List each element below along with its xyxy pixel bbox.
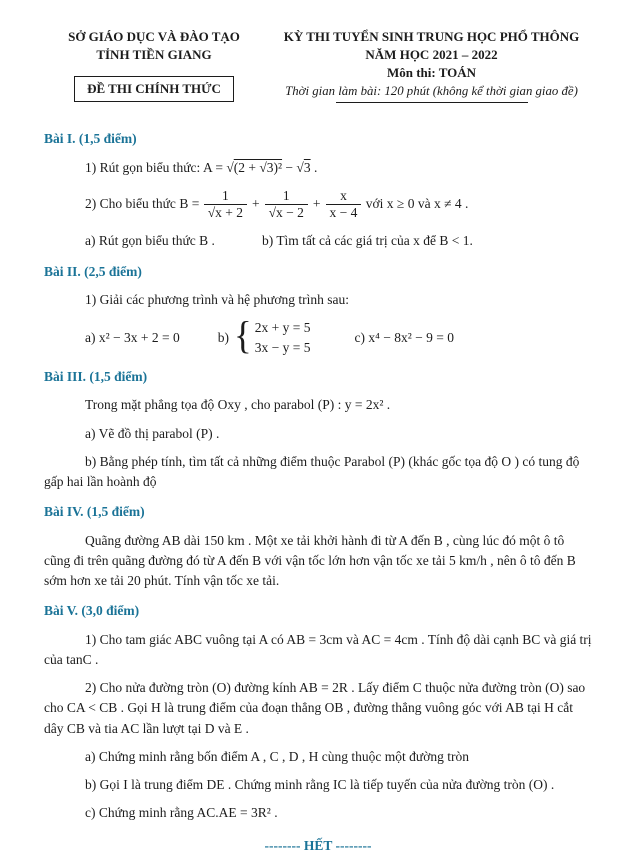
equation-c: c) x⁴ − 8x² − 9 = 0	[354, 329, 454, 345]
denominator: √x − 2	[265, 204, 308, 221]
radical-sign: √	[296, 159, 304, 175]
issuer-line-1: SỞ GIÁO DỤC VÀ ĐÀO TẠO	[68, 29, 240, 44]
radical-sign: √	[268, 205, 277, 221]
system-equations	[255, 318, 311, 357]
section-title: Bài I. (1,5 điểm)	[44, 131, 137, 147]
formula-condition: với x ≥ 0 và x ≠ 4 .	[362, 195, 469, 211]
section-bai-4	[44, 502, 592, 591]
question-label: 1) Rút gọn biểu thức:	[85, 159, 203, 175]
radicand: x	[276, 205, 283, 221]
question-5-a: a) Chứng minh rằng bốn điểm A , C , D , H cùng thuộc một đường tròn	[85, 748, 469, 764]
header-divider	[336, 102, 528, 103]
brace-icon: {	[234, 315, 252, 359]
question-5-b: b) Gọi I là trung điểm DE . Chứng minh rằng IC là tiếp tuyến của nửa đường tròn (O) .	[85, 777, 555, 793]
section-title: Bài V. (3,0 điểm)	[44, 603, 140, 619]
question-3-a: a) Vẽ đồ thị parabol (P) .	[85, 425, 220, 441]
system-equation-1: 2x + y = 5	[254, 320, 311, 336]
exam-title-block	[264, 28, 599, 103]
question-5-c: c) Chứng minh rằng AC.AE = 3R² .	[85, 805, 278, 821]
question-1-b: b) Tìm tất cả các giá trị của x để B < 1.	[261, 233, 473, 249]
fraction	[204, 188, 247, 221]
radicand: x	[215, 205, 222, 221]
numerator: x	[340, 187, 347, 203]
section-bai-1	[44, 129, 592, 251]
section-title: Bài III. (1,5 điểm)	[44, 369, 148, 385]
denominator: x − 4	[326, 204, 362, 221]
formula-A: A = √(2 + √3)² − √3 .	[202, 159, 318, 175]
question-4-body: Quãng đường AB dài 150 km . Một xe tải khởi hành đi từ A đến B , cùng lúc đó một ô tô cũng đi trên quãng đường đó từ A đến B với vận tốc lớn hơn vận tốc xe tải 5 km/h , nên ô tô đến B sớm hơn xe tải 20 phút. Tính vận tốc xe tải.	[44, 532, 576, 589]
exam-title-line-2: NĂM HỌC 2021 – 2022	[365, 47, 498, 63]
section-title: Bài II. (2,5 điểm)	[44, 263, 142, 279]
numerator: 1	[282, 187, 290, 203]
exam-title-line-1: KỲ THI TUYỂN SINH TRUNG HỌC PHỔ THÔNG	[283, 29, 580, 44]
system-equation-2: 3x − y = 5	[254, 339, 311, 355]
plus-operator: +	[251, 195, 260, 211]
fraction	[326, 188, 362, 221]
issuer-line-2: TỈNH TIỀN GIANG	[96, 46, 212, 62]
question-1-ab-row	[44, 231, 592, 251]
question-2-1: 1) Giải các phương trình và hệ phương trình sau:	[85, 291, 349, 307]
exam-subject: Môn thi: TOÁN	[386, 65, 477, 81]
numerator: 1	[221, 187, 229, 203]
radicand: 3	[303, 159, 311, 175]
section-title: Bài IV. (1,5 điểm)	[44, 504, 145, 520]
question-1-2	[44, 186, 592, 223]
radical-sign: √	[207, 205, 216, 221]
end-marker: -------- HẾT --------	[264, 837, 372, 853]
document-header	[44, 28, 592, 103]
equation-label: b)	[217, 329, 230, 345]
radicand: (2 + √3)²	[233, 159, 283, 175]
question-3-b: b) Bằng phép tính, tìm tất cả những điểm thuộc Parabol (P) (khác gốc tọa độ O ) có tung độ gấp hai lần hoành độ	[44, 453, 580, 490]
question-1-a: a) Rút gọn biểu thức B .	[85, 233, 215, 249]
question-1-1	[44, 158, 592, 178]
question-3-intro: Trong mặt phẳng tọa độ Oxy , cho parabol (P) : y = 2x² .	[85, 397, 391, 413]
issuer-block	[44, 28, 264, 102]
section-bai-3	[44, 367, 592, 492]
exam-duration: Thời gian làm bài: 120 phút (không kể thời gian giao đề)	[285, 83, 578, 98]
section-bai-5	[44, 601, 592, 823]
radical-sign: √	[226, 159, 234, 175]
equation-a: a) x² − 3x + 2 = 0	[85, 329, 180, 345]
plus-operator: +	[312, 195, 321, 211]
section-bai-2	[44, 262, 592, 358]
denominator: √x + 2	[204, 204, 247, 221]
question-label: 2) Cho biểu thức	[85, 195, 180, 211]
question-2-equations-row	[44, 315, 592, 359]
fraction	[265, 188, 308, 221]
formula-B: B = $\frac{1}{√x + 2}$ + $\frac{1}{√x - 2}$ + $\frac{x}{x - 4}$ với x ≥ 0 và x ≠ 4 .	[179, 187, 469, 221]
question-5-2: 2) Cho nửa đường tròn (O) đường kính AB = 2R . Lấy điểm C thuộc nửa đường tròn (O) sao cho CA < CB . Gọi H là trung điểm của đoạn thẳng OB , đường thẳng vuông góc với AB tại H cắt dây CB và tia AC lần lượt tại D và E .	[44, 680, 586, 736]
equation-system-b	[217, 315, 311, 359]
official-exam-badge: ĐỀ THI CHÍNH THỨC	[74, 76, 234, 102]
question-5-1: 1) Cho tam giác ABC vuông tại A có AB = 3cm và AC = 4cm . Tính độ dài cạnh BC và giá trị của tanC .	[44, 631, 592, 667]
